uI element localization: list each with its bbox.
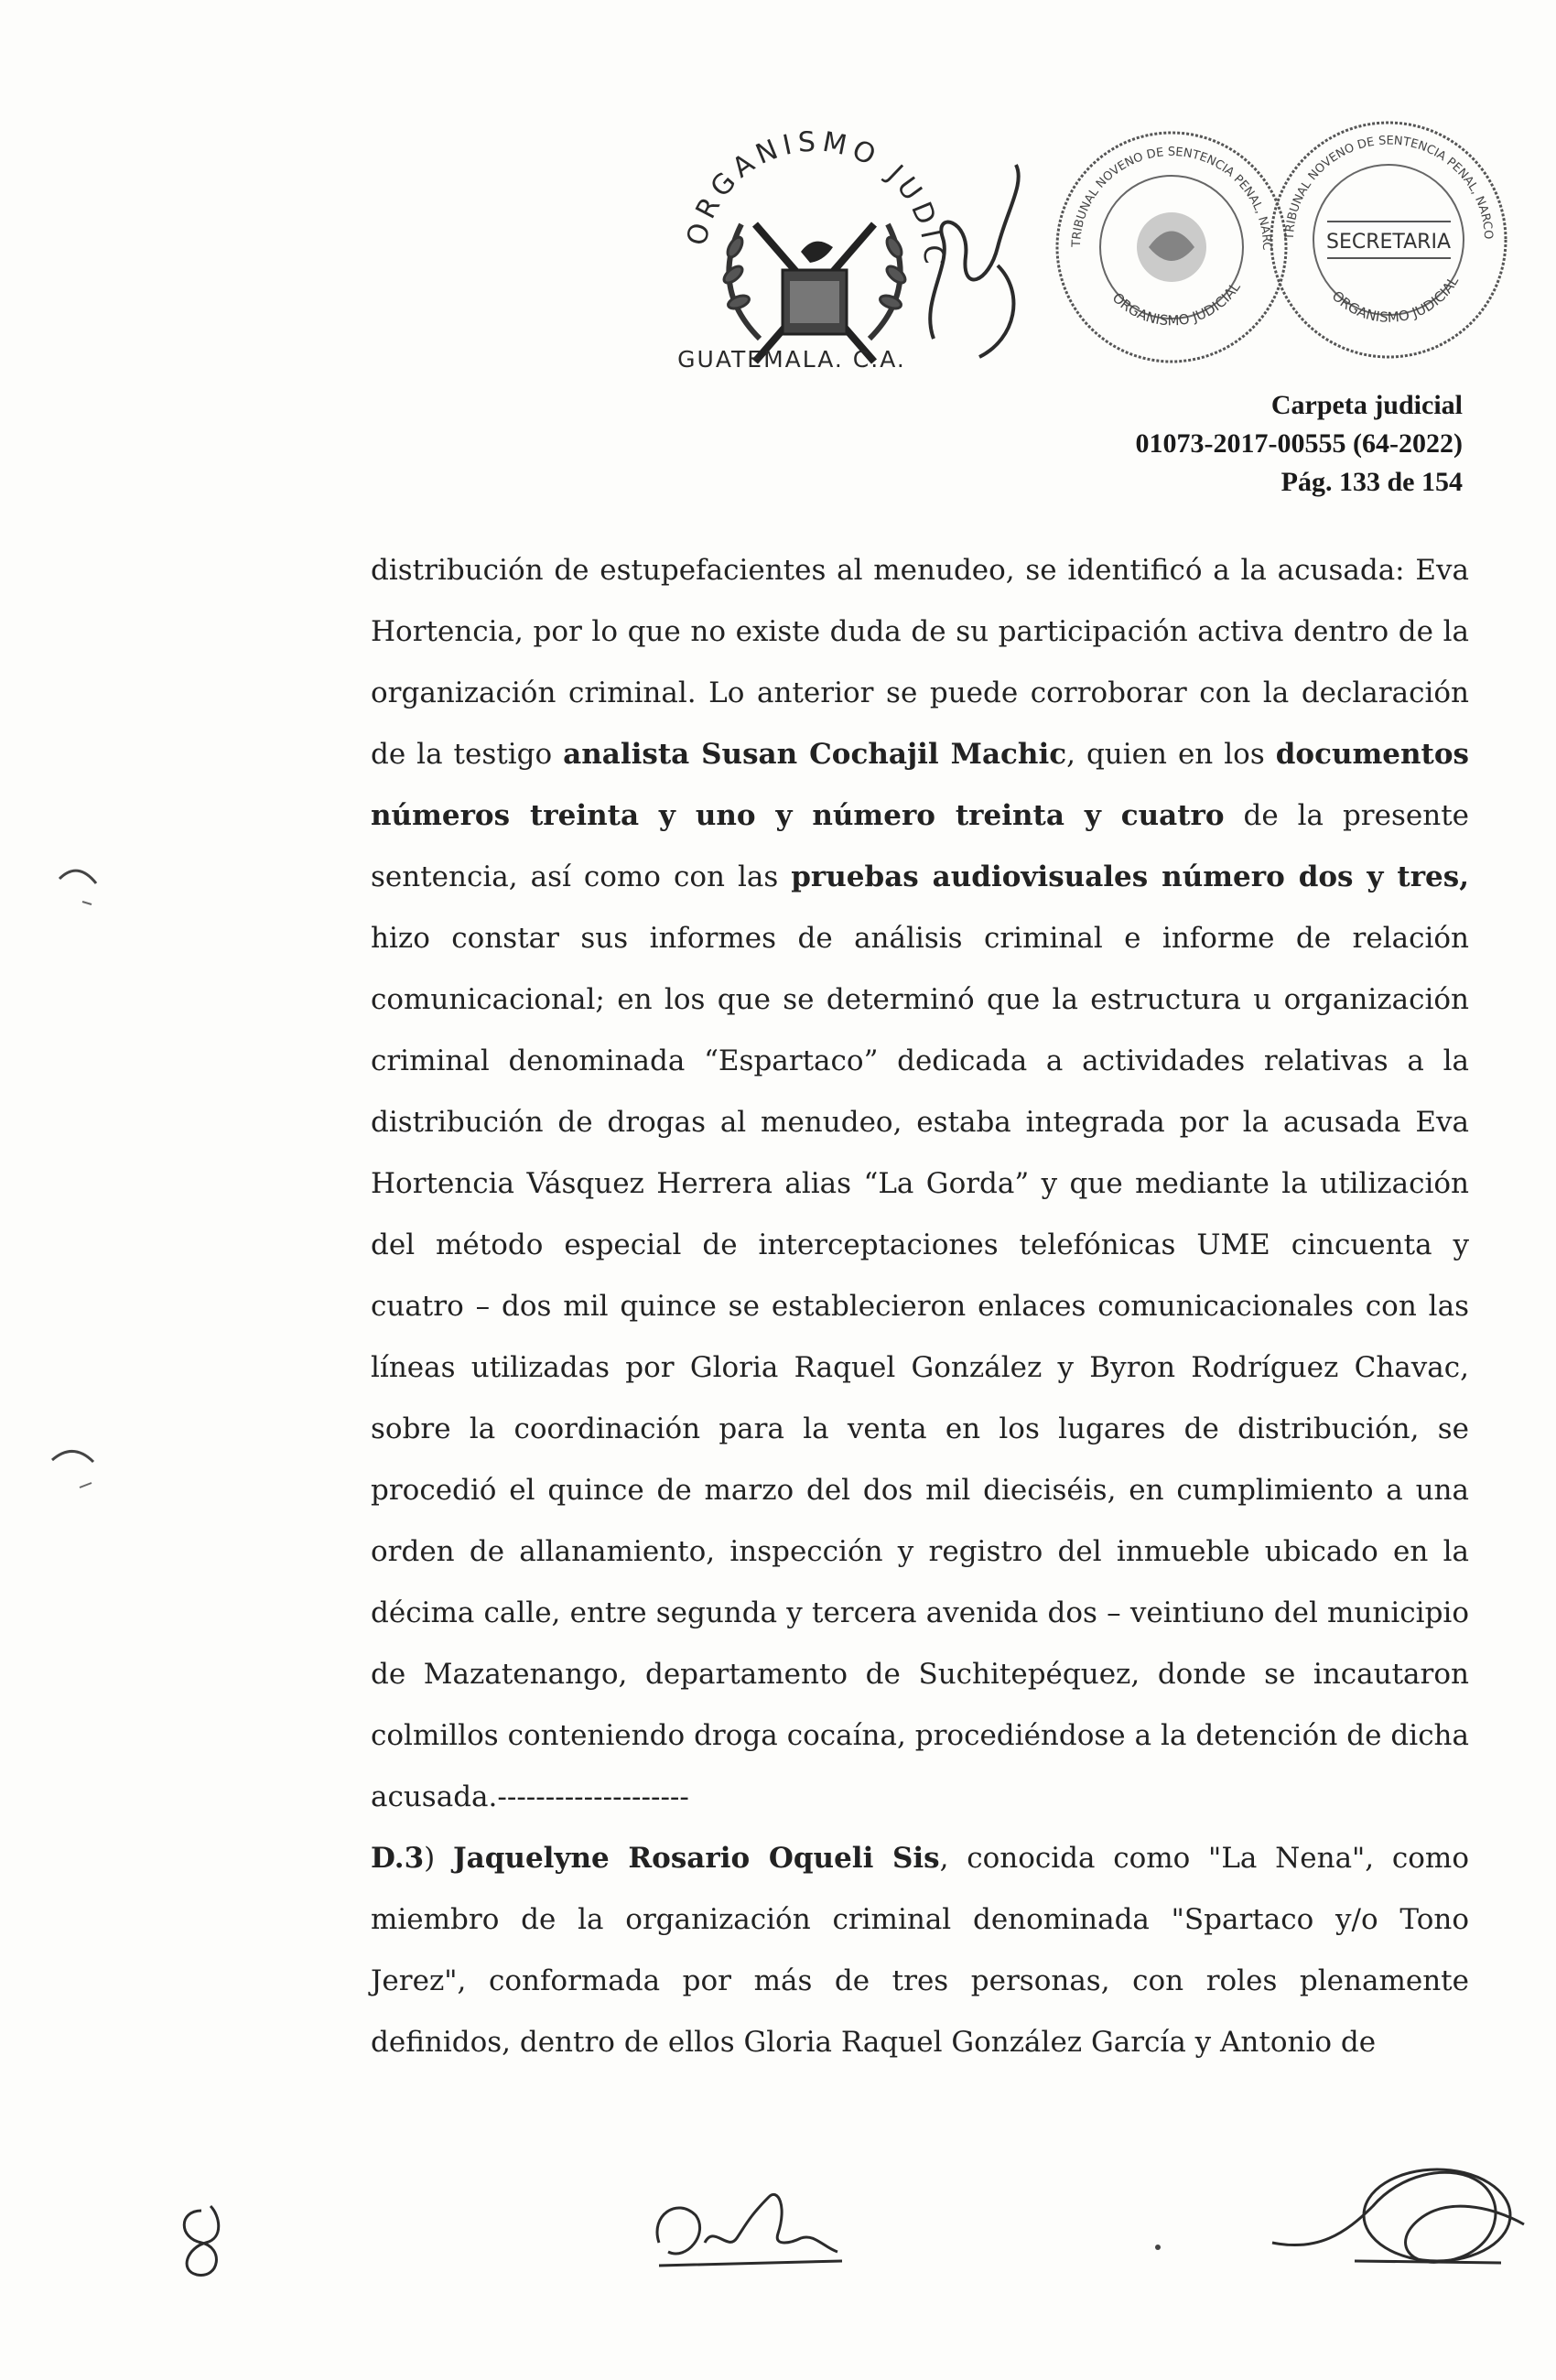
stamp-secretaria-text: SECRETARIA: [1325, 231, 1452, 254]
text-run: , quien en los: [1066, 738, 1276, 771]
case-label: Carpeta judicial: [1270, 390, 1463, 420]
margin-mark: [48, 1442, 98, 1501]
svg-text:ORGANISMO JUDICIAL: [1329, 273, 1463, 326]
court-stamp-left: [1053, 128, 1291, 366]
page-indicator: Pág. 133 de 154: [1280, 467, 1463, 497]
initial-signature: [165, 2202, 238, 2284]
text-run: distribución de estupefacientes al menudeo, se identificó a la acusada: Eva Hortencia, por lo que no existe duda de su participación activa dentro de la organización criminal. Lo anterior se puede corroborar con la declaración de la testigo: [371, 554, 1469, 771]
document-body: [371, 540, 1469, 2073]
paragraph: [371, 1828, 1469, 2073]
stamp-right-text: TRIBUNAL NOVENO DE SENTENCIA PENAL, NARCO: [1282, 134, 1496, 241]
ink-dot: [1155, 2245, 1161, 2250]
text-run: ): [424, 1842, 453, 1875]
text-run: hizo constar sus informes de análisis criminal e informe de relación comunicacional; en los que se determinó que la estructura u organización criminal denominada “Espartaco” dedicada a actividades relativas a la distribución de drogas al menudeo, estaba integrada por la acusada Eva Hortencia Vásquez Herrera alias “La Gorda” y que mediante la utilización del método especial de interceptaciones telefónicas UME cincuenta y cuatro – dos mil quince se establecieron enlaces comunicacionales con las líneas utilizadas por Gloria Raquel González y Byron Rodríguez Chavac, sobre la coordinación para la venta en los lugares de distribución, se procedió el quince de marzo del dos mil dieciséis, en cumplimiento a una orden de allanamiento, inspección y registro del inmueble ubicado en la décima calle, entre segunda y tercera avenida dos – veintiuno del municipio de Mazatenango, departamento de Suchitepéquez, donde se incautaron colmillos conteniendo droga cocaína, procediéndose a la detención de dicha acusada.--------------------: [371, 922, 1469, 1813]
bold-text-run: analista Susan Cochajil Machic: [563, 738, 1067, 771]
stamp-left-text: TRIBUNAL NOVENO DE SENTENCIA PENAL, NARC: [1069, 145, 1274, 251]
court-seal-icon: [1053, 128, 1291, 366]
emblem-caption: GUATEMALA. C.A.: [677, 346, 906, 373]
court-stamp-right: [1268, 119, 1510, 362]
court-seal-icon: [1268, 119, 1510, 362]
case-number: 01073-2017-00555 (64-2022): [1135, 428, 1463, 459]
margin-mark: [55, 860, 101, 915]
svg-text:ORGANISMO JUDICIAL: [654, 87, 949, 270]
stamp-right-bottom-text: ORGANISMO JUDICIAL: [1328, 273, 1463, 326]
bold-text-run: pruebas audiovisuales número dos y tres,: [791, 860, 1469, 893]
stamp-left-bottom-text: ORGANISMO JUDICIAL: [1108, 279, 1244, 330]
judge-signature: [1263, 2151, 1529, 2288]
text-run: de la presente sentencia, así como con las: [371, 799, 1469, 893]
svg-text:ORGANISMO JUDICIAL: [1109, 278, 1244, 329]
case-header: [1136, 386, 1463, 502]
signature-mark: [915, 156, 1043, 366]
paragraph: [371, 540, 1469, 1828]
emblem-ring-text: ORGANISMO JUDIC: [680, 125, 950, 270]
bold-text-run: Jaquelyne Rosario Oqueli Sis: [452, 1842, 940, 1875]
text-run: , conocida como "La Nena", como miembro de la organización criminal denominada "Spartaco y/o Tono Jerez", conformada por más de tres personas, con roles plenamente definidos, dentro de ellos Gloria Raquel González García y Antonio de: [371, 1842, 1469, 2059]
judge-signature: [641, 2160, 851, 2279]
section-number: D.3: [371, 1842, 425, 1875]
bold-text-run: documentos números treinta y uno y número treinta y cuatro: [371, 738, 1469, 832]
